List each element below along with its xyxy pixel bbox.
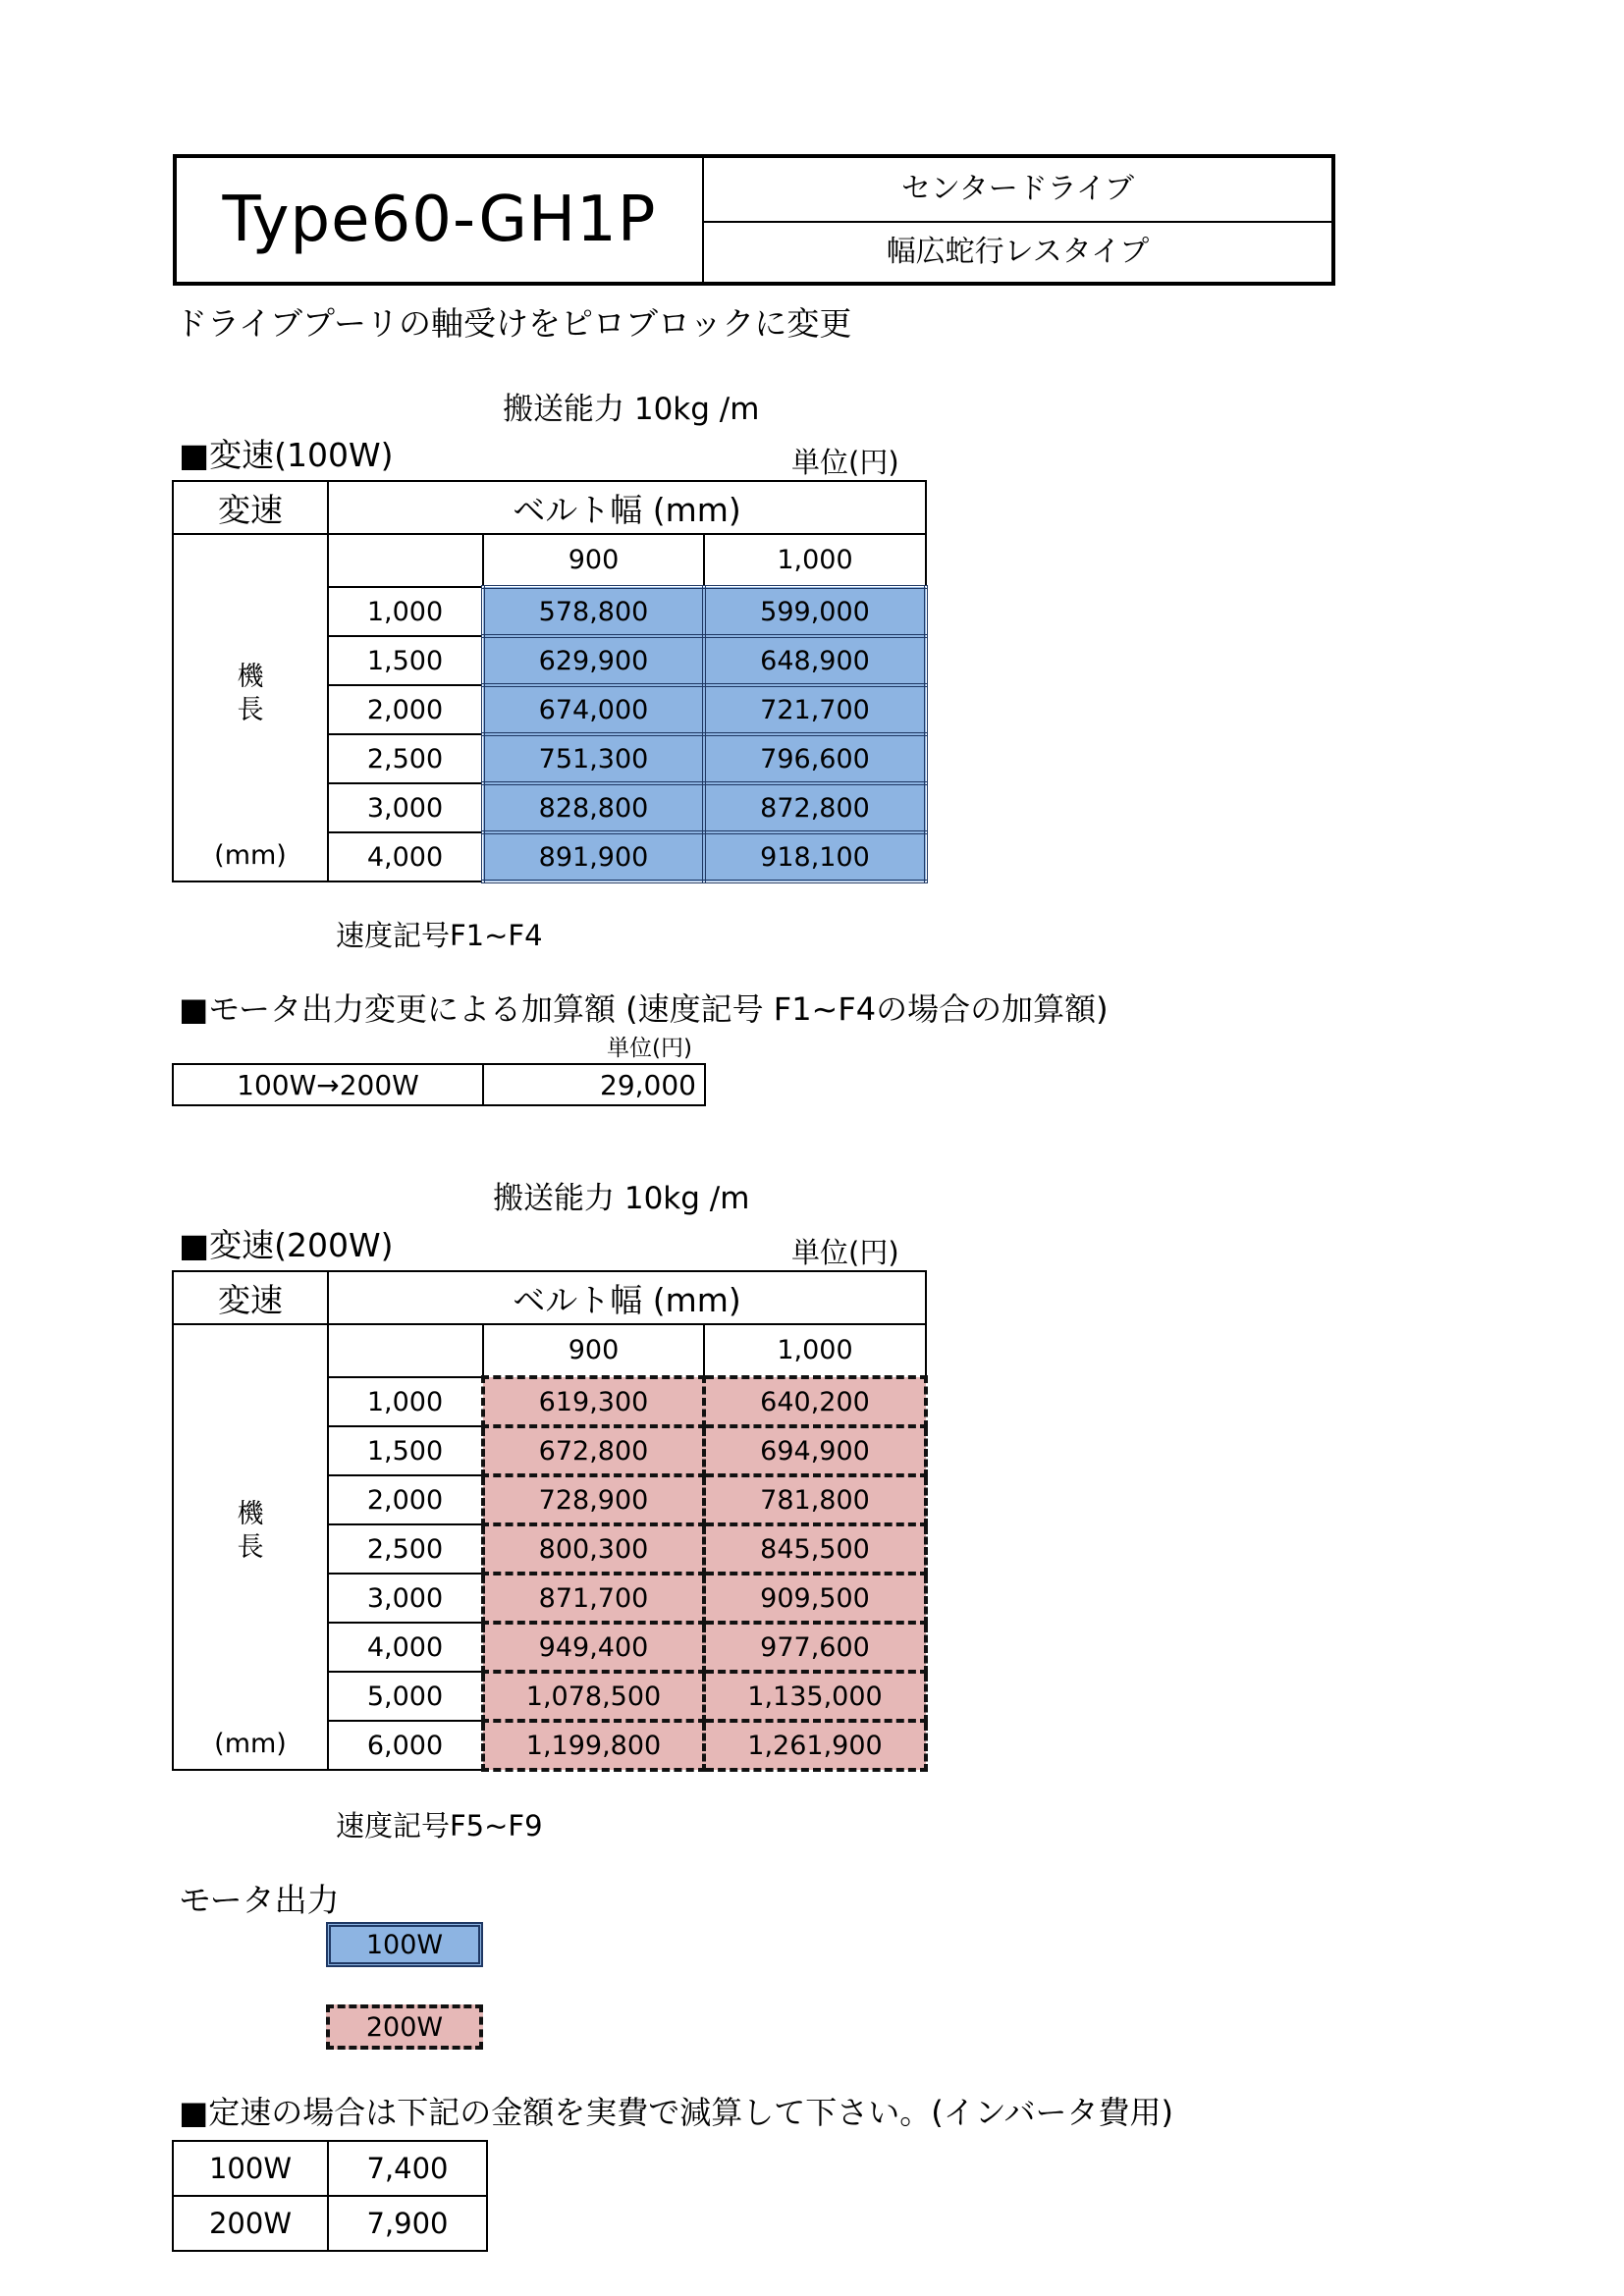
price-cell: 845,500: [704, 1524, 926, 1574]
price-cell: 1,135,000: [704, 1672, 926, 1721]
row-label-line2: 長: [237, 694, 264, 725]
row-label-line1: 機: [237, 662, 264, 692]
price-cell: 800,300: [483, 1524, 704, 1574]
row-label-line2: 長: [237, 1531, 264, 1563]
blank-cell: [328, 1324, 483, 1377]
price-cell: 871,700: [483, 1574, 704, 1623]
table-row: [173, 1064, 705, 1105]
price-cell: 1,078,500: [483, 1672, 704, 1721]
section-title: ■変速(200W): [179, 1226, 394, 1264]
price-cell: 977,600: [704, 1623, 926, 1672]
price-cell: 619,300: [483, 1377, 704, 1426]
motor-change: 100W→200W: [173, 1064, 483, 1105]
price-cell: 796,600: [704, 734, 926, 783]
speed-code: 速度記号F5~F9: [336, 1809, 543, 1842]
price-table-100w: [172, 480, 928, 883]
table-row: [173, 2196, 487, 2251]
motor-cell: 100W: [173, 2141, 328, 2196]
row-label: [173, 534, 328, 881]
price-cell: 751,300: [483, 734, 704, 783]
price-cell: 728,900: [483, 1475, 704, 1524]
width-header: 1,000: [704, 1324, 926, 1377]
price-cell: 1,261,900: [704, 1721, 926, 1770]
price-cell: 629,900: [483, 636, 704, 685]
fixed-speed-title: ■定速の場合は下記の金額を実費で減算して下さい。(インバータ費用): [179, 2094, 1173, 2131]
model-name: Type60-GH1P: [222, 184, 657, 256]
price-cell: 918,100: [704, 832, 926, 881]
row-label-line1: 機: [237, 1499, 264, 1529]
length-cell: 1,000: [328, 587, 483, 636]
row-label-unit: (mm): [214, 1729, 287, 1759]
price-cell: 828,800: [483, 783, 704, 832]
price-cell: 578,800: [483, 587, 704, 636]
capacity-label: 搬送能力 10kg /m: [503, 392, 760, 427]
length-cell: 4,000: [328, 1623, 483, 1672]
unit-label: 単位(円): [791, 1236, 899, 1269]
adder-table: [172, 1063, 706, 1106]
length-cell: 1,500: [328, 636, 483, 685]
width-header: 900: [483, 1324, 704, 1377]
speed-code: 速度記号F1~F4: [336, 919, 543, 952]
section-title: ■変速(100W): [179, 436, 394, 474]
length-cell: 5,000: [328, 1672, 483, 1721]
price-cell: 694,900: [704, 1426, 926, 1475]
corner-label: 変速: [173, 481, 328, 534]
legend-title: モータ出力: [179, 1881, 340, 1919]
price-cell: 672,800: [483, 1426, 704, 1475]
price-table-200w: [172, 1270, 928, 1772]
width-header: 1,000: [704, 534, 926, 587]
motor-cell: 200W: [173, 2196, 328, 2251]
belt-width-header: ベルト幅 (mm): [328, 1271, 926, 1324]
row-label-unit: (mm): [214, 840, 287, 871]
capacity-label: 搬送能力 10kg /m: [493, 1181, 750, 1216]
length-cell: 2,000: [328, 1475, 483, 1524]
length-cell: 2,000: [328, 685, 483, 734]
width-header: 900: [483, 534, 704, 587]
amount-cell: 7,400: [328, 2141, 487, 2196]
price-cell: 781,800: [704, 1475, 926, 1524]
corner-label: 変速: [173, 1271, 328, 1324]
table-row: [173, 2141, 487, 2196]
drive-type: センタードライブ: [901, 172, 1134, 206]
price-cell: 648,900: [704, 636, 926, 685]
length-cell: 6,000: [328, 1721, 483, 1770]
price-cell: 640,200: [704, 1377, 926, 1426]
amount-cell: 7,900: [328, 2196, 487, 2251]
price-cell: 599,000: [704, 587, 926, 636]
blank-cell: [328, 534, 483, 587]
price-cell: 872,800: [704, 783, 926, 832]
model-header: [173, 154, 1335, 286]
price-cell: 891,900: [483, 832, 704, 881]
price-cell: 674,000: [483, 685, 704, 734]
length-cell: 3,000: [328, 1574, 483, 1623]
adder-unit: 単位(円): [607, 1036, 692, 1061]
length-cell: 4,000: [328, 832, 483, 881]
unit-label: 単位(円): [791, 446, 899, 479]
length-cell: 3,000: [328, 783, 483, 832]
legend-100w: 100W: [326, 1922, 483, 1967]
price-cell: 721,700: [704, 685, 926, 734]
legend-200w: 200W: [326, 2004, 483, 2050]
adder-amount: 29,000: [483, 1064, 705, 1105]
length-cell: 2,500: [328, 734, 483, 783]
price-cell: 909,500: [704, 1574, 926, 1623]
fixed-speed-table: [172, 2140, 488, 2252]
row-label: [173, 1324, 328, 1770]
modification-note: ドライブプーリの軸受けをピロブロックに変更: [175, 304, 852, 343]
price-cell: 1,199,800: [483, 1721, 704, 1770]
price-cell: 949,400: [483, 1623, 704, 1672]
length-cell: 1,500: [328, 1426, 483, 1475]
belt-type: 幅広蛇行レスタイプ: [886, 235, 1150, 269]
belt-width-header: ベルト幅 (mm): [328, 481, 926, 534]
length-cell: 2,500: [328, 1524, 483, 1574]
length-cell: 1,000: [328, 1377, 483, 1426]
adder-title: ■モータ出力変更による加算額 (速度記号 F1~F4の場合の加算額): [179, 990, 1109, 1028]
